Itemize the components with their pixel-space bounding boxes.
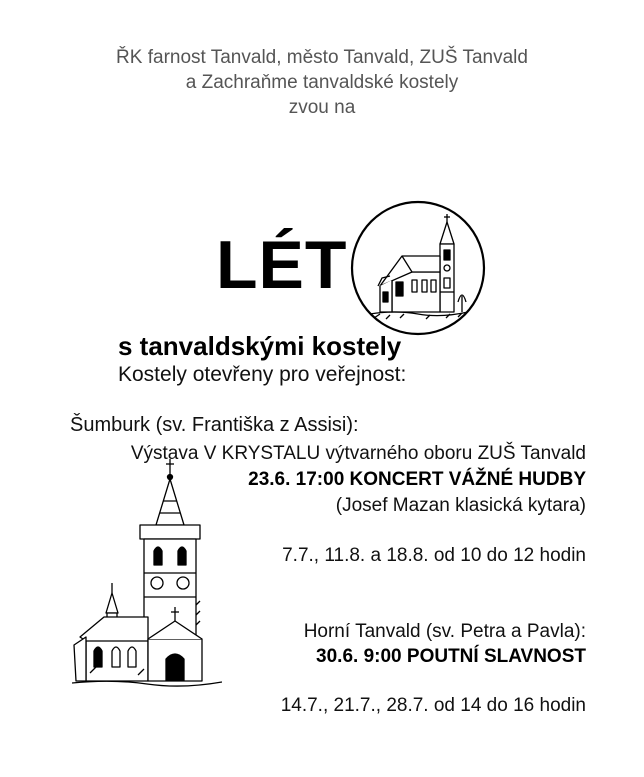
intro-line-2: a Zachraňme tanvaldské kostely <box>185 72 459 93</box>
intro-line-3: zvou na <box>288 97 356 118</box>
sumburk-exhibition: Výstava V KRYSTALU výtvarného oboru ZUŠ Tanvald <box>130 443 586 464</box>
open-note: Kostely otevřeny pro veřejnost: <box>118 363 407 386</box>
subtitle: s tanvaldskými kostely <box>118 331 402 361</box>
horni-dates: 14.7., 21.7., 28.7. od 14 do 16 hodin <box>280 695 586 716</box>
church-emblem-icon <box>350 200 486 336</box>
sumburk-dates: 7.7., 11.8. a 18.8. od 10 do 12 hodin <box>282 545 586 566</box>
sumburk-concert: 23.6. 17:00 KONCERT VÁŽNÉ HUDBY <box>248 469 586 490</box>
sumburk-heading: Šumburk (sv. Františka z Assisi): <box>70 414 359 436</box>
intro-line-1: ŘK farnost Tanvald, město Tanvald, ZUŠ Tanvald <box>116 47 528 68</box>
horni-event: 30.6. 9:00 POUTNÍ SLAVNOST <box>316 646 586 667</box>
church-sketch-icon <box>72 455 222 690</box>
sumburk-performer: (Josef Mazan klasická kytara) <box>335 495 586 516</box>
title: LÉT <box>216 227 348 303</box>
horni-heading: Horní Tanvald (sv. Petra a Pavla): <box>303 621 586 642</box>
